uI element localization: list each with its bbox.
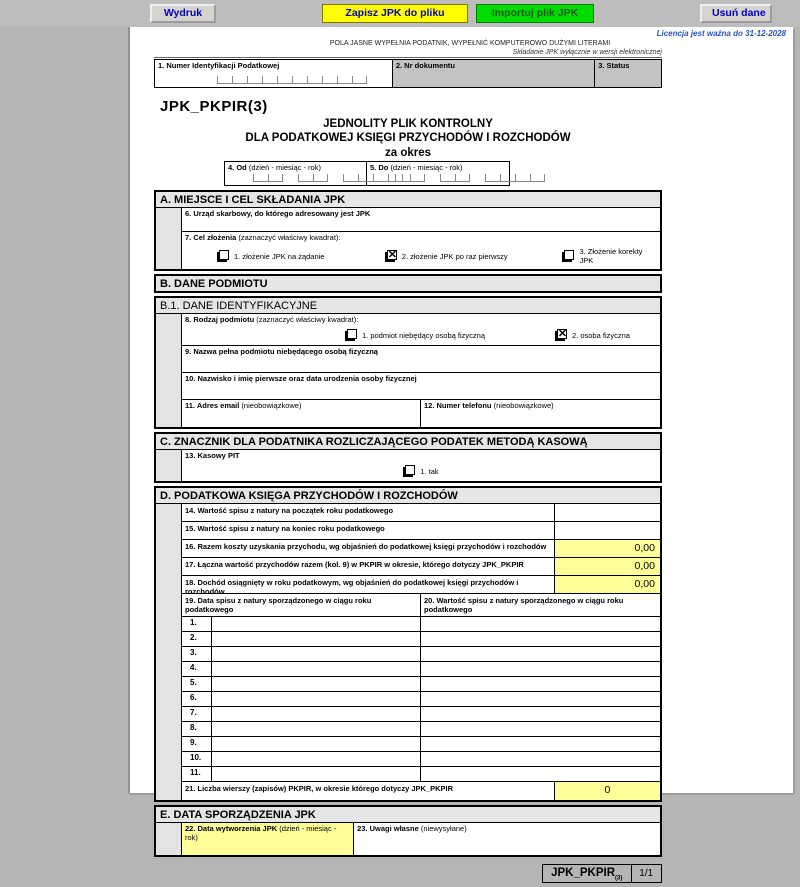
inventory-row-11 [182,767,660,782]
inventory-row-10 [182,752,660,767]
inventory-date-input[interactable] [212,752,421,766]
field-11-email[interactable] [182,400,421,427]
inventory-date-input[interactable] [212,632,421,646]
inventory-row-1 [182,617,660,632]
form-title-line1: JEDNOLITY PLIK KONTROLNY [323,118,493,130]
section-b1-title: B.1. DANE IDENTYFIKACYJNE [156,298,660,313]
field-23-input[interactable] [357,833,657,845]
form-title-line2: DLA PODATKOWEJ KSIĘGI PRZYCHODÓW I ROZCHODÓW [245,132,571,144]
section-a-gutter [156,208,182,269]
field-10-input[interactable] [185,383,657,395]
field-12-phone[interactable] [421,400,660,427]
page-footer [542,864,662,883]
purpose-first-time-checkbox[interactable]: ✕ [387,249,397,261]
purpose-on-demand-label: 1. złożenie JPK na żądanie [234,251,325,261]
section-b-title: B. DANE PODMIOTU [156,276,660,291]
print-button[interactable]: Wydruk [150,4,216,23]
section-b1-gutter [156,314,182,427]
row-17-value: 0,00 [555,558,660,575]
inventory-value-input[interactable] [421,707,660,721]
document-number-label: 2. Nr dokumentu [395,61,455,70]
row-number: 8. [182,722,212,736]
row-18-value: 0,00 [555,576,660,593]
field-7-purpose [182,232,660,269]
field-12-label: 12. Numer telefonu [424,401,492,410]
row-16-value: 0,00 [555,540,660,557]
row-17-label: 17. Łączna wartość przychodów razem (kol. 9) w PKPIR w okresie, którego dotyczy JPK_PKPIR [182,558,555,575]
purpose-on-demand-checkbox[interactable] [219,250,229,260]
date-from-label: 4. Od [228,163,247,172]
row-number: 6. [182,692,212,706]
inventory-value-input[interactable] [421,722,660,736]
row-16 [182,540,660,558]
section-b1 [154,296,662,429]
purpose-correction-checkbox[interactable] [564,250,574,260]
electronic-only-notice: Składanie JPK wyłącznie w wersji elektronicznej [154,49,662,58]
inventory-date-input[interactable] [212,737,421,751]
nip-label: 1. Numer Identyfikacji Podatkowej [158,61,280,70]
section-c-gutter [156,450,182,481]
row-21-label: 21. Liczba wierszy (zapisów) PKPIR, w okresie którego dotyczy JPK_PKPIR [182,782,555,800]
inventory-value-input[interactable] [421,632,660,646]
field-12-input[interactable] [424,410,657,422]
inventory-row-7 [182,707,660,722]
section-d-title: D. PODATKOWA KSIĘGA PRZYCHODÓW I ROZCHODÓW [156,488,660,503]
inventory-columns-header [182,594,660,617]
col-19-header: 19. Data spisu z natury sporządzonego w ciągu roku podatkowego [182,594,421,616]
row-number: 10. [182,752,212,766]
section-a [154,190,662,271]
save-jpk-button[interactable]: Zapisz JPK do pliku [322,4,468,23]
section-c [154,432,662,483]
section-b [154,274,662,293]
inventory-date-input[interactable] [212,722,421,736]
entity-person-label: 2. osoba fizyczna [572,330,630,340]
field-13-cash-pit [182,450,660,481]
inventory-row-5 [182,677,660,692]
section-e [154,805,662,857]
document-number-field [393,60,595,87]
form-code-title: JPK_PKPIR(3) [160,98,268,115]
field-22-label: 22. Data wytworzenia JPK [185,824,278,833]
field-11-12-row [182,400,660,427]
date-to-hint: (dzień - miesiąc - rok) [390,163,463,172]
row-21 [182,782,660,800]
inventory-date-input[interactable] [212,617,421,631]
form-page [128,27,793,882]
inventory-row-6 [182,692,660,707]
row-number: 9. [182,737,212,751]
license-notice: Licencja jest ważna do 31-12-2028 [656,29,786,38]
entity-person-checkbox[interactable]: ✕ [557,328,568,340]
row-15-label: 15. Wartość spisu z natury na koniec roku podatkowego [182,522,555,539]
section-c-title: C. ZNACZNIK DLA PODATNIKA ROZLICZAJĄCEGO PODATEK METODĄ KASOWĄ [156,434,660,449]
field-22-creation-date[interactable] [182,823,354,855]
row-number: 11. [182,767,212,781]
inventory-row-3 [182,647,660,662]
field-11-label: 11. Adres email [185,401,240,410]
field-8-label: 8. Rodzaj podmiotu [185,315,255,324]
inventory-date-input[interactable] [212,677,421,691]
field-10-label: 10. Nazwisko i imię pierwsze oraz data urodzenia osoby fizycznej [185,374,417,383]
nip-comb-input[interactable] [217,76,367,84]
row-16-label: 16. Razem koszty uzyskania przychodu, wg objaśnień do podatkowej księgi przychodów i rozchodów [182,540,555,557]
inventory-row-2 [182,632,660,647]
inventory-value-input[interactable] [421,767,660,781]
field-6-input[interactable] [185,218,657,230]
field-23-remarks[interactable] [354,823,660,855]
section-e-gutter [156,823,182,855]
row-15 [182,522,660,540]
inventory-value-input[interactable] [421,647,660,661]
status-label: 3. Status [598,61,630,70]
inventory-date-input[interactable] [212,662,421,676]
field-8-entity-type [182,314,660,346]
col-20-header: 20. Wartość spisu z natury sporządzonego w ciągu roku podatkowego [424,596,624,614]
import-jpk-button[interactable]: Importuj plik JPK [476,4,594,23]
field-7-hint: (zaznaczyć właściwy kwadrat): [238,233,341,242]
purpose-correction-label: 3. Złożenie korekty JPK [579,247,643,265]
entity-non-person-label: 1. podmiot niebędący osobą fizyczną [362,330,485,340]
row-number: 2. [182,632,212,646]
field-8-hint: (zaznaczyć właściwy kwadrat): [256,315,359,324]
field-10-person-name[interactable] [182,373,660,400]
row-number: 3. [182,647,212,661]
inventory-value-input[interactable] [421,752,660,766]
inventory-date-input[interactable] [212,647,421,661]
purpose-first-time-label: 2. złożenie JPK po raz pierwszy [401,251,508,261]
field-11-input[interactable] [185,410,417,422]
cash-pit-yes-label: 1. tak [420,466,439,476]
period-caption: za okres [384,147,432,159]
inventory-row-4 [182,662,660,677]
row-18 [182,576,660,594]
entity-non-person-checkbox[interactable] [347,329,357,339]
footer-form-code: $JPK\_PKPIR_{(3)}$ [543,865,632,882]
field-9-full-name[interactable] [182,346,660,373]
period-date-table [224,161,510,186]
field-22-hint: (dzień - miesiąc - rok) [185,824,337,842]
row-number: 5. [182,677,212,691]
date-to-label: 5. Do [370,163,389,172]
field-12-hint: (nieobowiązkowe) [493,401,554,410]
section-d-gutter [156,504,182,800]
field-23-hint: (niewysyłane) [420,824,467,833]
field-13-label: 13. Kasowy PIT [185,451,240,460]
field-9-input[interactable] [185,356,657,368]
nip-field[interactable] [155,60,393,87]
field-23-label: 23. Uwagi własne [357,824,419,833]
row-number: 1. [182,617,212,631]
field-22-input[interactable] [185,842,350,854]
inventory-row-8 [182,722,660,737]
date-from-field[interactable] [225,162,367,185]
section-e-title: E. DATA SPORZĄDZENIA JPK [156,807,660,822]
section-d [154,486,662,802]
inventory-date-input[interactable] [212,707,421,721]
row-number: 4. [182,662,212,676]
row-14-value[interactable] [555,504,660,521]
inventory-value-input[interactable] [421,692,660,706]
toolbar [0,0,800,27]
inventory-value-input[interactable] [421,662,660,676]
field-11-hint: (nieobowiązkowe) [241,401,302,410]
inventory-date-input[interactable] [212,767,421,781]
footer-page-number: 1/1 [639,868,654,879]
row-18-label: 18. Dochód osiągnięty w roku podatkowym, wg objaśnień do podatkowej księgi przychodów i rozchodów [182,576,555,593]
inventory-row-9 [182,737,660,752]
field-6-tax-office[interactable] [182,208,660,232]
section-a-title: A. MIEJSCE I CEL SKŁADANIA JPK [156,192,660,207]
date-from-hint: (dzień - miesiąc - rok) [248,163,321,172]
row-17 [182,558,660,576]
row-14-label: 14. Wartość spisu z natury na początek roku podatkowego [182,504,555,521]
date-to-field[interactable] [367,162,509,185]
status-field [595,60,661,87]
row-21-value: 0 [555,782,660,800]
row-number: 7. [182,707,212,721]
clear-data-button[interactable]: Usuń dane [700,4,772,23]
row-14 [182,504,660,522]
inventory-value-input[interactable] [421,737,660,751]
row-15-value[interactable] [555,522,660,539]
fill-instruction: POLA JASNE WYPEŁNIA PODATNIK, WYPEŁNIĆ KOMPUTEROWO DUŻYMI LITERAMI [329,40,611,47]
field-7-label: 7. Cel złożenia [185,233,237,242]
date-to-comb-input[interactable] [395,174,545,182]
inventory-value-input[interactable] [421,617,660,631]
inventory-date-input[interactable] [212,692,421,706]
field-9-label: 9. Nazwa pełna podmiotu niebędącego osobą fizyczną [185,347,378,356]
inventory-value-input[interactable] [421,677,660,691]
header-fields-table [154,59,662,88]
cash-pit-yes-checkbox[interactable] [405,465,415,475]
field-6-label: 6. Urząd skarbowy, do którego adresowany jest JPK [185,209,371,218]
